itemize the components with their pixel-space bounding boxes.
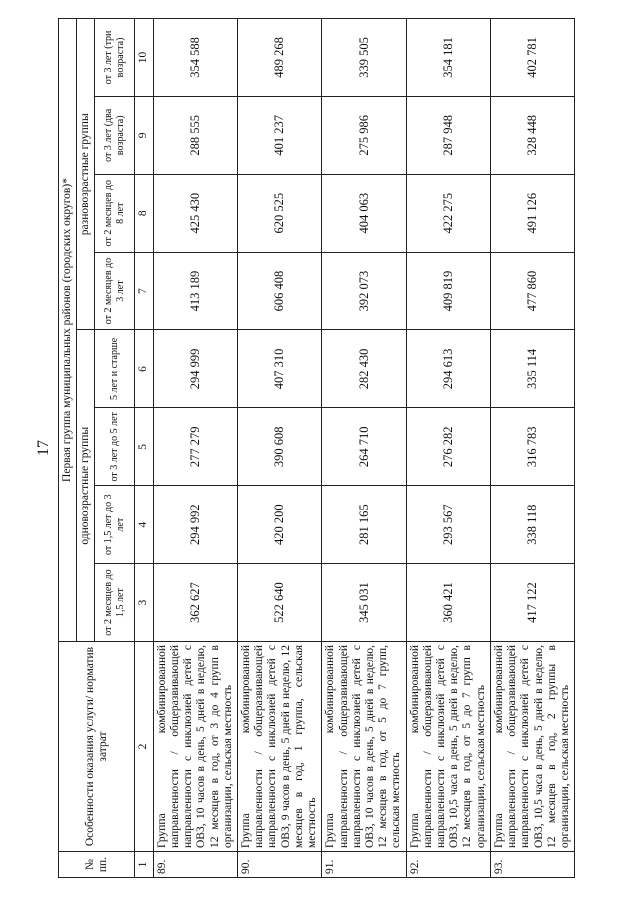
row-value: 402 781 [490,19,574,97]
row-value: 413 189 [153,252,237,330]
row-value: 281 165 [322,486,406,564]
col-number: 8 [135,174,153,252]
header-age: от 2 месяцев до 3 лет [95,252,135,330]
row-number: 92. [406,852,490,878]
col-number: 1 [135,852,153,878]
cost-table [58,18,575,878]
col-number: 5 [135,408,153,486]
row-value: 338 118 [490,486,574,564]
header-age: от 2 месяцев до 1,5 лет [95,564,135,642]
row-value: 420 200 [237,486,321,564]
row-value: 294 992 [153,486,237,564]
header-col-desc: Особенности оказания услуги/ норматив затрат [59,642,135,852]
row-value: 606 408 [237,252,321,330]
table-row [322,19,406,878]
row-value: 287 948 [406,96,490,174]
header-age: от 1,5 лет до 3 лет [95,486,135,564]
row-value: 522 640 [237,564,321,642]
row-value: 409 819 [406,252,490,330]
row-description: Группа комбинированной направленности / общеразвивающей направленности с инклюзией детей с ОВЗ, 10,5 часа в день, 5 дней в неделю, 12 месяцев в год, от 5 до 7 групп в организации, сельская местность [406,642,490,852]
row-value: 360 421 [406,564,490,642]
row-number: 91. [322,852,406,878]
row-value: 339 505 [322,19,406,97]
row-value: 294 613 [406,330,490,408]
row-value: 477 860 [490,252,574,330]
row-value: 345 031 [322,564,406,642]
row-value: 491 126 [490,174,574,252]
row-number: 93. [490,852,574,878]
row-value: 282 430 [322,330,406,408]
row-value: 335 114 [490,330,574,408]
row-value: 275 986 [322,96,406,174]
row-value: 354 588 [153,19,237,97]
table-row [490,19,574,878]
row-value: 316 783 [490,408,574,486]
header-age: от 3 лет (три возраста) [95,19,135,97]
table-row [153,19,237,878]
page-number: 17 [35,440,52,456]
row-description: Группа комбинированной направленности / общеразвивающей направленности с инклюзией детей с ОВЗ, 10,5 часа в день, 5 дней в неделю, 12 месяцев в год, 2 группы в организации, сельская местность [490,642,574,852]
row-value: 392 073 [322,252,406,330]
row-value: 401 237 [237,96,321,174]
header-single-age: одновозрастные группы [77,330,95,642]
row-value: 422 275 [406,174,490,252]
row-value: 404 063 [322,174,406,252]
col-number: 6 [135,330,153,408]
col-number: 3 [135,564,153,642]
row-value: 390 608 [237,408,321,486]
row-value: 293 567 [406,486,490,564]
header-age: 5 лет и старше [95,330,135,408]
rotated-table-wrapper [58,18,571,878]
row-value: 264 710 [322,408,406,486]
header-multi-age: разновозрастные группы [77,19,95,331]
row-value: 362 627 [153,564,237,642]
col-number: 9 [135,96,153,174]
header-age: от 2 месяцев до 8 лет [95,174,135,252]
header-col-no: № пп. [59,852,135,878]
col-number: 10 [135,19,153,97]
row-value: 407 310 [237,330,321,408]
header-age: от 3 лет до 5 лет [95,408,135,486]
row-value: 276 282 [406,408,490,486]
header-age: от 3 лет (два возраста) [95,96,135,174]
col-number: 7 [135,252,153,330]
row-description: Группа комбинированной направленности / общеразвивающей направленности с инклюзией детей с ОВЗ, 9 часов в день, 5 дней в неделю, 12 месяцев в год, 1 группа, сельская местность [237,642,321,852]
row-value: 620 525 [237,174,321,252]
header-group: Первая группа муниципальных районов (городских округов)* [59,19,77,642]
row-value: 288 555 [153,96,237,174]
row-description: Группа комбинированной направленности / общеразвивающей направленности с инклюзией детей с ОВЗ, 10 часов в день, 5 дней в неделю, 12 месяцев в год, от 3 до 4 групп в организации, сельская местность [153,642,237,852]
row-value: 417 122 [490,564,574,642]
table-row [406,19,490,878]
col-number: 2 [135,642,153,852]
row-value: 425 430 [153,174,237,252]
col-number: 4 [135,486,153,564]
row-value: 328 448 [490,96,574,174]
row-number: 89. [153,852,237,878]
row-value: 294 999 [153,330,237,408]
table-row [237,19,321,878]
row-description: Группа комбинированной направленности / общеразвивающей направленности с инклюзией детей с ОВЗ, 10 часов в день, 5 дней в неделю, 12 месяцев в год, от 5 до 7 групп, сельская местность [322,642,406,852]
row-number: 90. [237,852,321,878]
row-value: 354 181 [406,19,490,97]
row-value: 489 268 [237,19,321,97]
row-value: 277 279 [153,408,237,486]
